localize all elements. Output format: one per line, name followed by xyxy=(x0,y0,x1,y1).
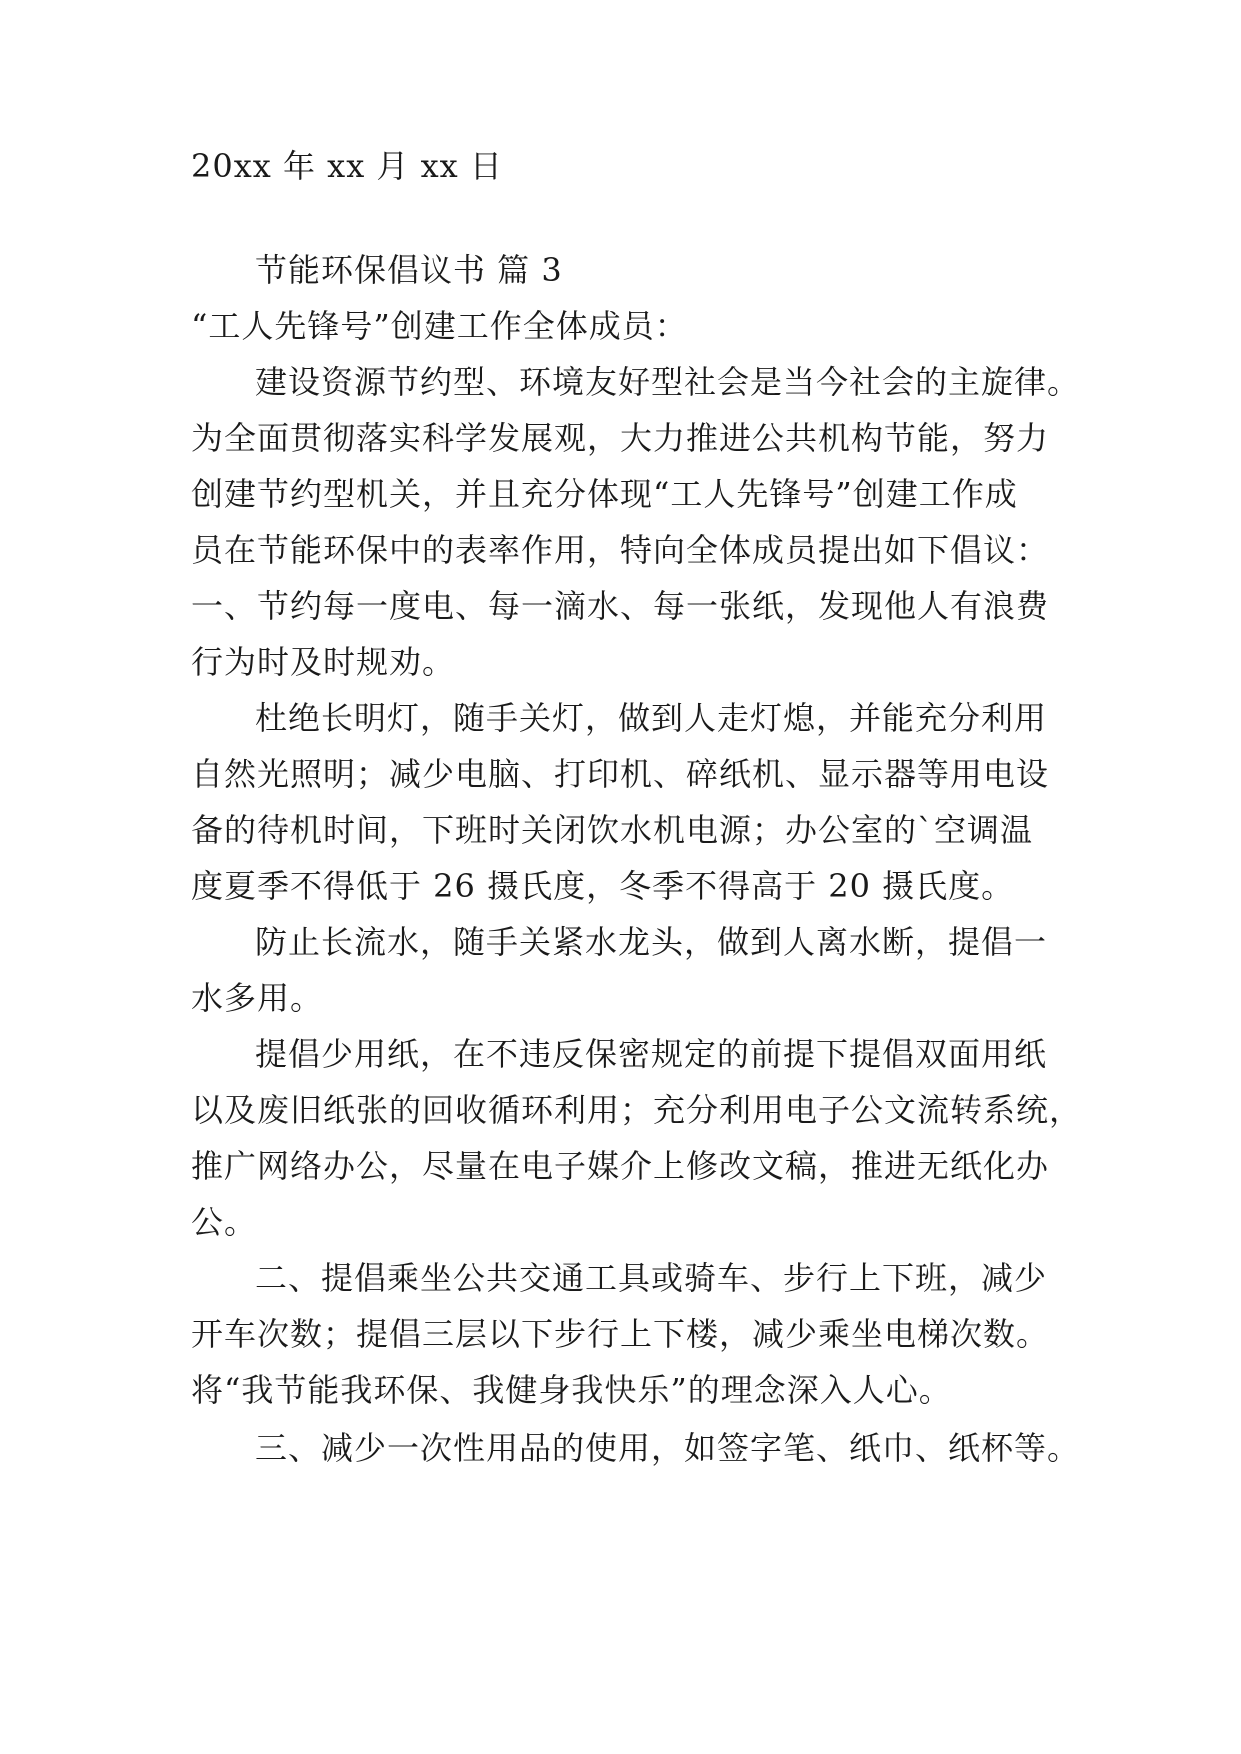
paragraph-line: 防止长流水，随手关紧水龙头，做到人离水断，提倡一 xyxy=(255,923,1048,961)
paragraph-line: 度夏季不得低于 26 摄氏度，冬季不得高于 20 摄氏度。 xyxy=(191,867,1015,905)
paragraph-line: 以及废旧纸张的回收循环利用；充分利用电子公文流转系统， xyxy=(191,1091,1083,1129)
paragraph-line: 提倡少用纸，在不违反保密规定的前提下提倡双面用纸 xyxy=(255,1035,1048,1073)
paragraph-line: 备的待机时间，下班时关闭饮水机电源；办公室的`空调温 xyxy=(191,811,1034,849)
paragraph-line: 公。 xyxy=(191,1203,258,1241)
paragraph-line: 自然光照明；减少电脑、打印机、碎纸机、显示器等用电设 xyxy=(191,755,1050,793)
paragraph-line: 杜绝长明灯，随手关灯，做到人走灯熄，并能充分利用 xyxy=(255,699,1048,737)
section-title: 节能环保倡议书 篇 3 xyxy=(255,251,563,289)
paragraph-line: 一、节约每一度电、每一滴水、每一张纸，发现他人有浪费 xyxy=(191,587,1050,625)
paragraph-line: 为全面贯彻落实科学发展观，大力推进公共机构节能，努力 xyxy=(191,419,1050,457)
paragraph-line: 推广网络办公，尽量在电子媒介上修改文稿，推进无纸化办 xyxy=(191,1147,1050,1185)
paragraph-line: 行为时及时规劝。 xyxy=(191,643,456,681)
date-line: 20xx 年 xx 月 xx 日 xyxy=(191,147,503,185)
paragraph-line: 员在节能环保中的表率作用，特向全体成员提出如下倡议： xyxy=(191,531,1050,569)
paragraph-line: 建设资源节约型、环境友好型社会是当今社会的主旋律。 xyxy=(255,363,1081,401)
paragraph-line: 水多用。 xyxy=(191,979,324,1017)
paragraph-line: 二、提倡乘坐公共交通工具或骑车、步行上下班，减少 xyxy=(255,1259,1048,1297)
paragraph-line: 创建节约型机关，并且充分体现“工人先锋号”创建工作成 xyxy=(191,475,1018,513)
paragraph-line: 开车次数；提倡三层以下步行上下楼，减少乘坐电梯次数。 xyxy=(191,1315,1050,1353)
paragraph-line: 将“我节能我环保、我健身我快乐”的理念深入人心。 xyxy=(191,1371,952,1409)
paragraph-line: 三、减少一次性用品的使用，如签字笔、纸巾、纸杯等。 xyxy=(255,1429,1081,1467)
salutation: “工人先锋号”创建工作全体成员： xyxy=(191,307,688,345)
